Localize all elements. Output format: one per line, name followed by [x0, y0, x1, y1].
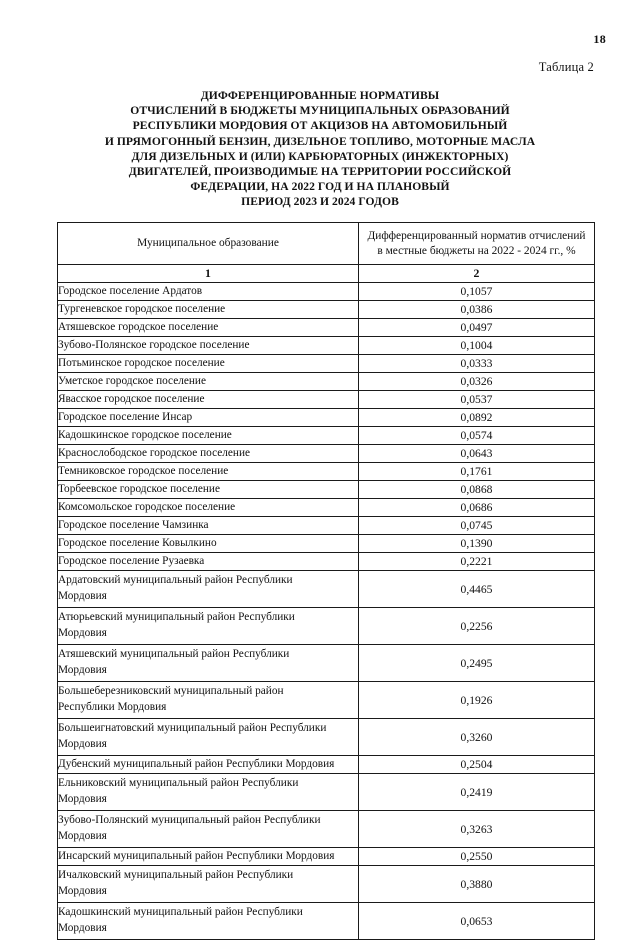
table-row — [58, 553, 595, 571]
municipality-name-cell — [58, 553, 359, 571]
municipality-name-cell — [58, 535, 359, 553]
municipality-name-line: Мордовия — [58, 830, 107, 842]
normative-value-cell: 0,0686 — [359, 499, 595, 517]
table-row — [58, 481, 595, 499]
municipality-name-cell — [58, 645, 359, 682]
normative-value-cell: 0,4465 — [359, 571, 595, 608]
municipality-name-line: Зубово-Полянский муниципальный район Республики — [58, 814, 321, 827]
normative-value-cell: 0,3260 — [359, 719, 595, 756]
municipality-name-line: Мордовия — [58, 793, 107, 805]
municipality-name-line: Темниковское городское поселение — [58, 464, 229, 477]
table-row — [58, 355, 595, 373]
normative-value-cell: 0,3880 — [359, 866, 595, 903]
municipality-name-line: Тургеневское городское поселение — [58, 302, 226, 315]
municipality-name-cell — [58, 903, 359, 940]
normative-value-cell: 0,2221 — [359, 553, 595, 571]
municipality-name-cell — [58, 409, 359, 427]
table-row — [58, 373, 595, 391]
municipality-name-line: Мордовия — [58, 885, 107, 897]
municipality-name-line: Торбеевское городское поселение — [58, 482, 220, 495]
municipality-name-cell — [58, 301, 359, 319]
document-title-line: ОТЧИСЛЕНИЙ В БЮДЖЕТЫ МУНИЦИПАЛЬНЫХ ОБРАЗОВАНИЙ — [130, 104, 510, 118]
municipality-name-cell — [58, 283, 359, 301]
table-row — [58, 848, 595, 866]
column-header-line: в местные бюджеты на 2022 - 2024 гг., % — [377, 244, 576, 257]
municipality-name-line: Инсарский муниципальный район Республики Мордовия — [58, 849, 335, 862]
table-row — [58, 571, 595, 608]
municipality-name-line: Потьминское городское поселение — [58, 356, 225, 369]
municipality-name-line: Краснослободское городское поселение — [58, 446, 251, 459]
table-row — [58, 427, 595, 445]
normative-value-cell: 0,2550 — [359, 848, 595, 866]
municipality-name-line: Дубенский муниципальный район Республики Мордовия — [58, 757, 335, 770]
municipality-name-cell — [58, 848, 359, 866]
table-row — [58, 301, 595, 319]
municipality-name-line: Ардатовский муниципальный район Республики — [58, 574, 293, 587]
table-row — [58, 283, 595, 301]
table-row — [58, 463, 595, 481]
column-header-municipality — [58, 223, 359, 265]
municipality-name-line: Городское поселение Ардатов — [58, 284, 203, 297]
municipality-name-cell — [58, 719, 359, 756]
municipality-name-line: Явасское городское поселение — [58, 392, 205, 405]
table-row — [58, 608, 595, 645]
municipality-name-line: Мордовия — [58, 590, 107, 602]
column-header-line: Дифференцированный норматив отчислений — [367, 230, 586, 242]
normative-value-cell: 0,0333 — [359, 355, 595, 373]
municipality-name-cell — [58, 682, 359, 719]
municipality-name-line: Городское поселение Рузаевка — [58, 554, 205, 567]
column-header-normative — [359, 223, 595, 265]
column-number-2: 2 — [359, 265, 595, 283]
municipality-name-cell — [58, 517, 359, 535]
municipality-name-line: Уметское городское поселение — [58, 374, 206, 387]
normative-value-cell: 0,0892 — [359, 409, 595, 427]
municipality-name-cell — [58, 427, 359, 445]
municipality-name-line: Городское поселение Инсар — [58, 410, 193, 423]
municipality-name-line: Городское поселение Ковылкино — [58, 536, 217, 549]
municipality-name-cell — [58, 481, 359, 499]
municipality-name-line: Мордовия — [58, 922, 107, 934]
normative-value-cell: 0,1926 — [359, 682, 595, 719]
table-row — [58, 811, 595, 848]
table-row — [58, 409, 595, 427]
table-row — [58, 517, 595, 535]
normative-value-cell: 0,1057 — [359, 283, 595, 301]
normative-value-cell: 0,2495 — [359, 645, 595, 682]
municipality-name-line: Мордовия — [58, 664, 107, 676]
municipality-name-line: Кадошкинское городское поселение — [58, 428, 232, 441]
municipality-name-line: Большеигнатовский муниципальный район Республики — [58, 722, 327, 735]
document-title-line: ДВИГАТЕЛЕЙ, ПРОИЗВОДИМЫЕ НА ТЕРРИТОРИИ РОССИЙСКОЙ — [128, 165, 512, 179]
municipality-name-cell — [58, 499, 359, 517]
normative-value-cell: 0,0868 — [359, 481, 595, 499]
normative-value-cell: 0,2256 — [359, 608, 595, 645]
normative-value-cell: 0,0537 — [359, 391, 595, 409]
normative-value-cell: 0,1390 — [359, 535, 595, 553]
municipality-name-line: Ичалковский муниципальный район Республики — [58, 869, 294, 882]
table-row — [58, 682, 595, 719]
municipality-name-cell — [58, 337, 359, 355]
table-body — [58, 283, 595, 940]
normative-value-cell: 0,0574 — [359, 427, 595, 445]
normative-value-cell: 0,1761 — [359, 463, 595, 481]
table-row — [58, 337, 595, 355]
municipality-name-line: Республики Мордовия — [58, 701, 167, 713]
normative-value-cell: 0,0643 — [359, 445, 595, 463]
column-header-line: Муниципальное образование — [137, 237, 279, 250]
document-title-line: ДИФФЕРЕНЦИРОВАННЫЕ НОРМАТИВЫ — [200, 89, 440, 102]
document-title-line: ФЕДЕРАЦИИ, НА 2022 ГОД И НА ПЛАНОВЫЙ — [190, 180, 450, 194]
table-row — [58, 756, 595, 774]
table-row — [58, 645, 595, 682]
document-title-line: ДЛЯ ДИЗЕЛЬНЫХ И (ИЛИ) КАРБЮРАТОРНЫХ (ИНЖЕКТОРНЫХ) — [131, 149, 509, 163]
municipality-name-cell — [58, 571, 359, 608]
municipality-name-line: Мордовия — [58, 627, 107, 639]
municipality-name-line: Атяшевский муниципальный район Республики — [58, 648, 290, 661]
normatives-table — [57, 222, 595, 940]
municipality-name-cell — [58, 866, 359, 903]
table-header-row — [58, 223, 595, 265]
normative-value-cell: 0,0497 — [359, 319, 595, 337]
table-caption-label: Таблица 2 — [538, 60, 594, 74]
municipality-name-cell — [58, 391, 359, 409]
municipality-name-line: Атяшевское городское поселение — [58, 320, 219, 333]
normative-value-cell: 0,0326 — [359, 373, 595, 391]
table-header — [58, 223, 595, 283]
normatives-table-container — [57, 222, 594, 940]
normative-value-cell: 0,0653 — [359, 903, 595, 940]
municipality-name-cell — [58, 445, 359, 463]
table-row — [58, 774, 595, 811]
document-title-line: ПЕРИОД 2023 И 2024 ГОДОВ — [241, 195, 399, 209]
table-row — [58, 719, 595, 756]
municipality-name-cell — [58, 355, 359, 373]
municipality-name-line: Ельниковский муниципальный район Республики — [58, 777, 299, 790]
normative-value-cell: 0,3263 — [359, 811, 595, 848]
page-number: 18 — [593, 32, 606, 46]
table-row — [58, 391, 595, 409]
table-row — [58, 319, 595, 337]
table-row — [58, 535, 595, 553]
municipality-name-line: Комсомольское городское поселение — [58, 500, 236, 513]
document-title-line: И ПРЯМОГОННЫЙ БЕНЗИН, ДИЗЕЛЬНОЕ ТОПЛИВО, МОТОРНЫЕ МАСЛА — [104, 134, 536, 148]
normative-value-cell: 0,2419 — [359, 774, 595, 811]
municipality-name-line: Городское поселение Чамзинка — [58, 518, 209, 531]
normative-value-cell: 0,2504 — [359, 756, 595, 774]
column-number-1: 1 — [58, 265, 359, 283]
municipality-name-line: Мордовия — [58, 738, 107, 750]
municipality-name-line: Кадошкинский муниципальный район Республики — [58, 906, 303, 919]
normative-value-cell: 0,1004 — [359, 337, 595, 355]
document-title-line: РЕСПУБЛИКИ МОРДОВИЯ ОТ АКЦИЗОВ НА АВТОМОБИЛЬНЫЙ — [132, 119, 508, 133]
document-title — [0, 88, 640, 210]
municipality-name-cell — [58, 774, 359, 811]
normative-value-cell: 0,0745 — [359, 517, 595, 535]
municipality-name-cell — [58, 811, 359, 848]
municipality-name-cell — [58, 463, 359, 481]
municipality-name-cell — [58, 319, 359, 337]
table-row — [58, 903, 595, 940]
municipality-name-cell — [58, 373, 359, 391]
table-row — [58, 445, 595, 463]
municipality-name-line: Зубово-Полянское городское поселение — [58, 338, 250, 351]
municipality-name-cell — [58, 756, 359, 774]
table-row — [58, 866, 595, 903]
municipality-name-cell — [58, 608, 359, 645]
municipality-name-line: Атюрьевский муниципальный район Республики — [58, 611, 295, 624]
table-column-number-row — [58, 265, 595, 283]
table-row — [58, 499, 595, 517]
municipality-name-line: Большеберезниковский муниципальный район — [58, 685, 284, 698]
normative-value-cell: 0,0386 — [359, 301, 595, 319]
